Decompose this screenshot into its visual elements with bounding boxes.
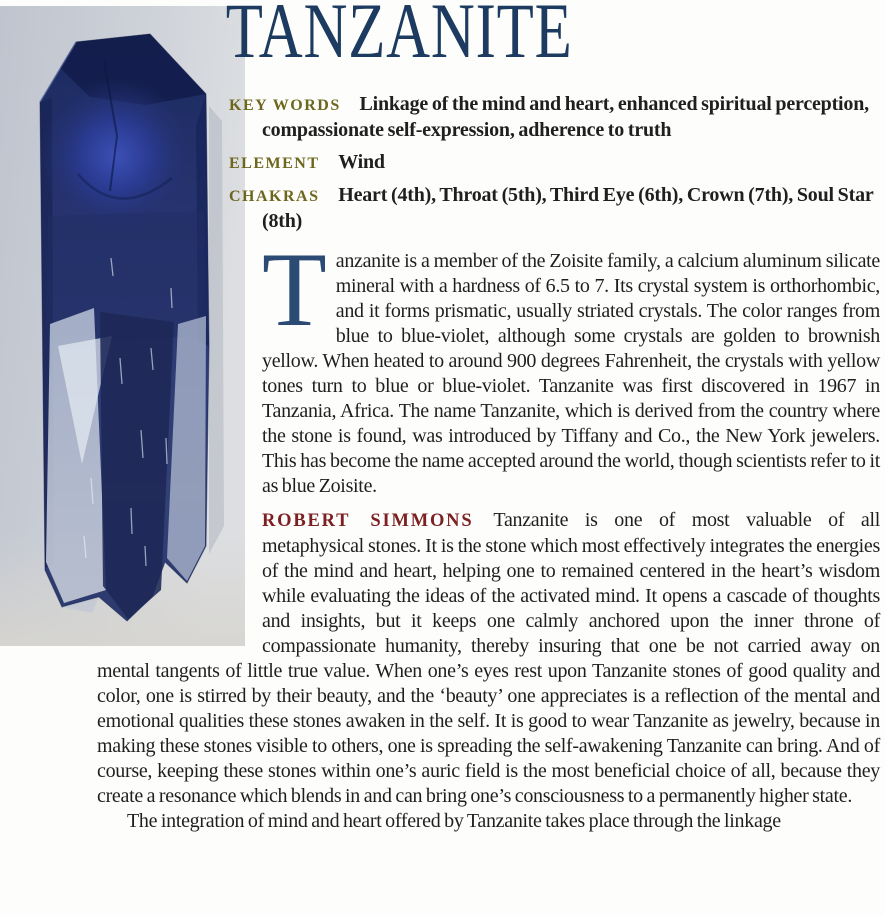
author-name-label: ROBERT SIMMONS bbox=[262, 511, 474, 531]
element-label: ELEMENT bbox=[229, 155, 320, 172]
page-title: TANZANITE bbox=[225, 0, 573, 74]
keywords-text: Linkage of the mind and heart, enhanced spiritual perception, compassionate self-expression, adherence to truth bbox=[262, 93, 869, 141]
closing-paragraph: The integration of mind and heart offered by Tanzanite takes place through the linkage bbox=[127, 810, 781, 832]
drop-cap: T bbox=[262, 231, 327, 348]
keywords-label: KEY WORDS bbox=[229, 97, 341, 114]
element-text: Wind bbox=[338, 151, 385, 173]
author-note-text: Tanzanite is one of most valuable of all metaphysical stones. It is the stone which most effectively integrates the energies of the mind and heart, helping one to remained centered in the heart’s wisdom while evaluating the ideas of the activated mind. It opens a cascade of thoughts and insights, but it keeps one calmly anchored upon the inner throne of compassionate humanity, thereby insuring that one be not carried away on mental tangents of little true value. When one’s eyes rest upon Tanzanite stones of good quality and color, one is stirred by their beauty, and the ‘beauty’ one appreciates is a reflection of the mental and emotional qualities these stones awaken in the self. It is good to wear Tanzanite as jewelry, because in making these stones visible to others, one is spreading the self-awakening Tanzanite can bring. And of course, keeping these stones within one’s auric field is the most beneficial choice of all, because they create a resonance which blends in and can bring one’s consciousness to a permanently higher state. bbox=[97, 509, 880, 807]
chakras-text: Heart (4th), Throat (5th), Third Eye (6th), Crown (7th), Soul Star (8th) bbox=[262, 184, 874, 232]
crystal-illustration bbox=[0, 6, 245, 646]
chakras-label: CHAKRAS bbox=[229, 188, 320, 205]
intro-text: anzanite is a member of the Zoisite family, a calcium aluminum silicate mineral with a hardness of 6.5 to 7. Its crystal system is orthorhombic, and it forms prismatic, usually striated crystals. The color ranges from blue to blue-violet, although some crystals are golden to brownish yellow. When heated to around 900 degrees Fahrenheit, the crystals with yellow tones turn to blue or blue-violet. Tanzanite was first discovered in 1967 in Tanzania, Africa. The name Tanzanite, which is derived from the country where the stone is found, was introduced by Tiffany and Co., the New York jewelers. This has become the name accepted around the world, though scientists refer to it as blue Zoisite. bbox=[262, 250, 880, 497]
tanzanite-crystal-photo bbox=[0, 6, 245, 646]
